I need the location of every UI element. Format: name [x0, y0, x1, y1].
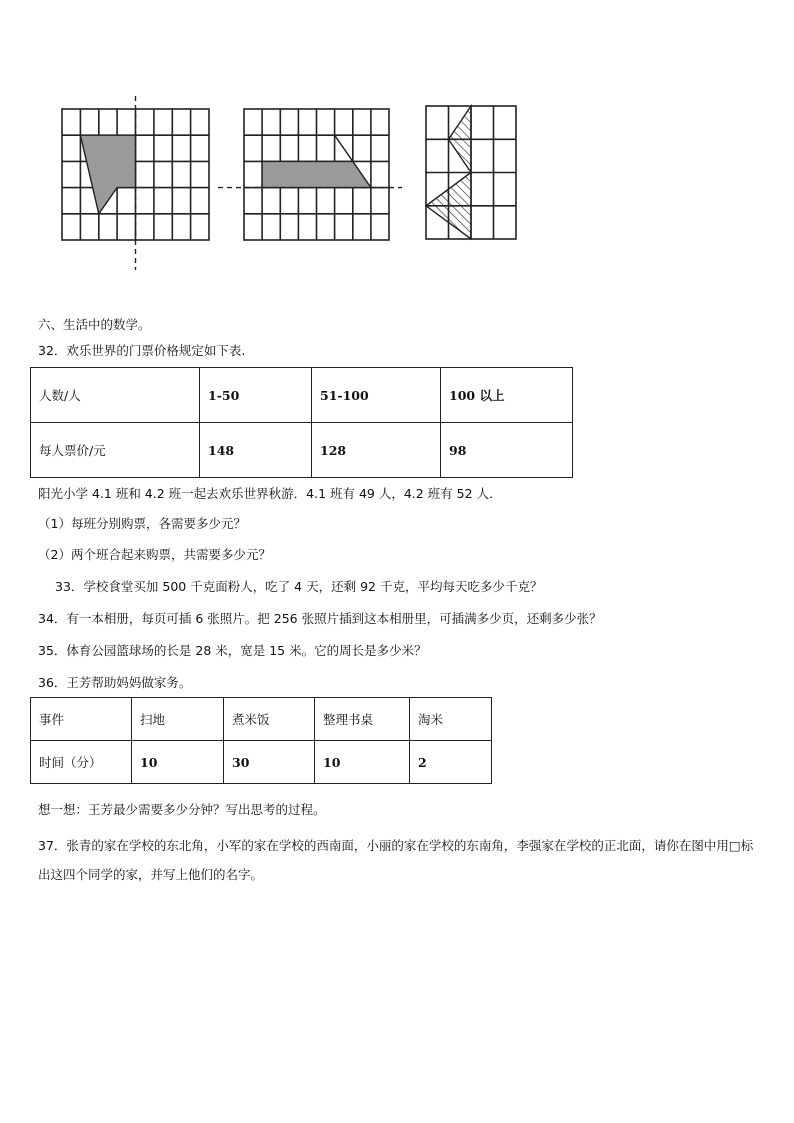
table-row	[31, 368, 573, 423]
table-cell: 98	[441, 423, 573, 478]
table-cell: 淘米	[410, 698, 492, 741]
q36-follow: 想一想：王芳最少需要多少分钟？写出思考的过程。	[38, 802, 326, 817]
table-cell: 148	[200, 423, 312, 478]
table-cell: 128	[312, 423, 441, 478]
q32-sub2: （2）两个班合起来购票，共需要多少元？	[38, 547, 271, 562]
table-row	[31, 698, 492, 741]
table-cell: 每人票价/元	[31, 423, 200, 478]
q33: 33．学校食堂买加 500 千克面粉人，吃了 4 天，还剩 92 千克，平均每天吃多少千克？	[55, 579, 543, 594]
table-cell: 100 以上	[441, 368, 573, 423]
q35: 35．体育公园篮球场的长是 28 米，宽是 15 米。它的周长是多少米？	[38, 643, 427, 658]
table-cell: 整理书桌	[315, 698, 410, 741]
chores-table	[30, 697, 492, 784]
hatched-triangle-top	[449, 106, 472, 173]
table-cell: 时间（分）	[31, 741, 132, 784]
table-cell: 煮米饭	[224, 698, 315, 741]
table-cell: 51-100	[312, 368, 441, 423]
table-row	[31, 423, 573, 478]
ticket-price-table	[30, 367, 573, 478]
symmetry-figures	[0, 0, 794, 280]
table-cell: 扫地	[132, 698, 224, 741]
table-cell: 10	[315, 741, 410, 784]
table-cell: 人数/人	[31, 368, 200, 423]
table-cell: 1-50	[200, 368, 312, 423]
q34: 34．有一本相册，每页可插 6 张照片。把 256 张照片插到这本相册里，可插满多少页，还剩多少张？	[38, 611, 602, 626]
table-cell: 事件	[31, 698, 132, 741]
table-row	[31, 741, 492, 784]
q36-stem: 36．王芳帮助妈妈做家务。	[38, 675, 192, 690]
gray-shape-1	[80, 135, 135, 214]
q37: 37．张青的家在学校的东北角，小军的家在学校的西南面，小丽的家在学校的东南角，李强家在学校的正北面，请你在图中用□标出这四个同学的家，并写上他们的名字。	[38, 838, 754, 882]
table-cell: 30	[224, 741, 315, 784]
q32-stem: 32．欢乐世界的门票价格规定如下表.	[38, 343, 246, 358]
table-cell: 2	[410, 741, 492, 784]
section-title: 六、生活中的数学。	[38, 317, 151, 332]
table-cell: 10	[132, 741, 224, 784]
q32-info: 阳光小学 4.1 班和 4.2 班一起去欢乐世界秋游．4.1 班有 49 人，4.2 班有 52 人．	[38, 486, 502, 501]
q32-sub1: （1）每班分别购票，各需要多少元？	[38, 516, 246, 531]
